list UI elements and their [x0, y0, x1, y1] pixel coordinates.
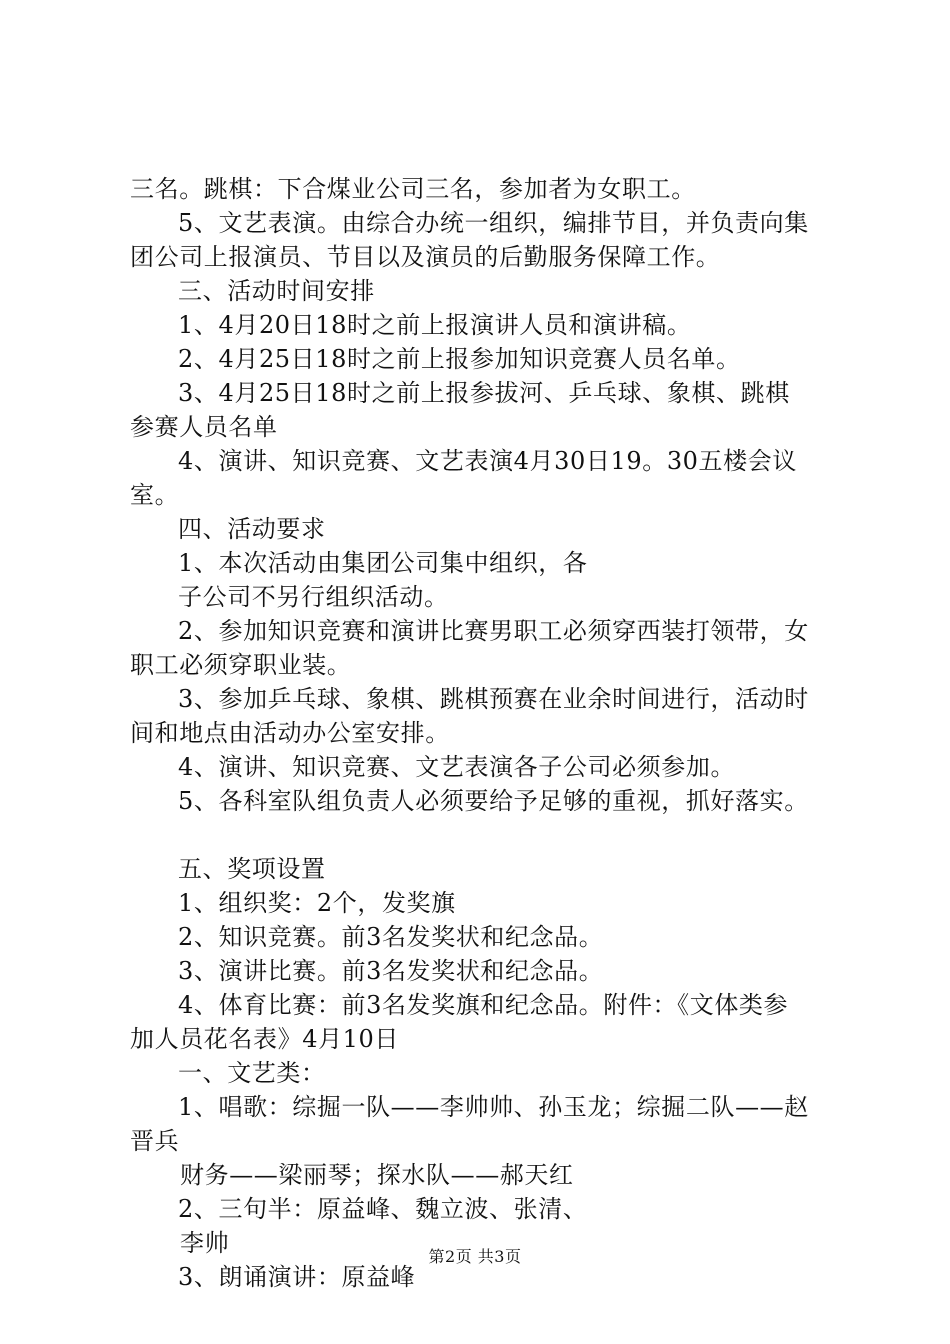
text-line: 2、三句半：原益峰、魏立波、张清、 — [178, 1195, 588, 1223]
text-line: 3、朗诵演讲：原益峰 — [178, 1263, 416, 1291]
text-line: 4、演讲、知识竞赛、文艺表演4月30日19。30五楼会议 — [178, 447, 797, 475]
section-heading: 一、文艺类： — [178, 1059, 326, 1087]
text-line: 参赛人员名单 — [130, 413, 278, 441]
text-line: 1、组织奖：2个，发奖旗 — [178, 889, 456, 917]
page-footer — [0, 1244, 950, 1267]
text-line: 1、4月20日18时之前上报演讲人员和演讲稿。 — [178, 311, 692, 339]
text-line: 5、文艺表演。由综合办统一组织，编排节目，并负责向集 — [178, 209, 809, 237]
text-line: 室。 — [130, 481, 180, 509]
document-body — [130, 172, 830, 1294]
section-heading: 四、活动要求 — [178, 515, 326, 543]
text-line: 李帅 — [180, 1229, 230, 1257]
text-line: 三名。跳棋：下合煤业公司三名，参加者为女职工。 — [130, 175, 696, 203]
text-line: 5、各科室队组负责人必须要给予足够的重视，抓好落实。 — [178, 787, 809, 815]
page-number: 第2页 共3页 — [428, 1247, 522, 1266]
text-line: 3、参加乒乓球、象棋、跳棋预赛在业余时间进行，活动时 — [178, 685, 809, 713]
section-heading: 三、活动时间安排 — [178, 277, 375, 305]
text-line: 团公司上报演员、节目以及演员的后勤服务保障工作。 — [130, 243, 721, 271]
text-line: 加人员花名表》4月10日 — [130, 1025, 400, 1053]
text-line: 3、4月25日18时之前上报参拔河、乒乓球、象棋、跳棋 — [178, 379, 790, 407]
text-line: 子公司不另行组织活动。 — [178, 583, 449, 611]
text-line: 2、参加知识竞赛和演讲比赛男职工必须穿西装打领带，女 — [178, 617, 809, 645]
text-line: 职工必须穿职业装。 — [130, 651, 352, 679]
text-line: 2、知识竞赛。前3名发奖状和纪念品。 — [178, 923, 604, 951]
text-line: 1、唱歌：综掘一队——李帅帅、孙玉龙；综掘二队——赵 — [178, 1093, 809, 1121]
text-line: 4、演讲、知识竞赛、文艺表演各子公司必须参加。 — [178, 753, 736, 781]
text-line: 晋兵 — [130, 1127, 180, 1155]
text-line: 2、4月25日18时之前上报参加知识竞赛人员名单。 — [178, 345, 741, 373]
paragraph-gap — [130, 818, 830, 852]
section-heading: 五、奖项设置 — [178, 855, 326, 883]
text-line: 1、本次活动由集团公司集中组织，各 — [178, 549, 588, 577]
text-line: 4、体育比赛：前3名发奖旗和纪念品。附件：《文体类参 — [178, 991, 789, 1019]
text-line: 财务——梁丽琴；探水队——郝天红 — [180, 1161, 574, 1189]
text-line: 3、演讲比赛。前3名发奖状和纪念品。 — [178, 957, 604, 985]
text-line: 间和地点由活动办公室安排。 — [130, 719, 450, 747]
